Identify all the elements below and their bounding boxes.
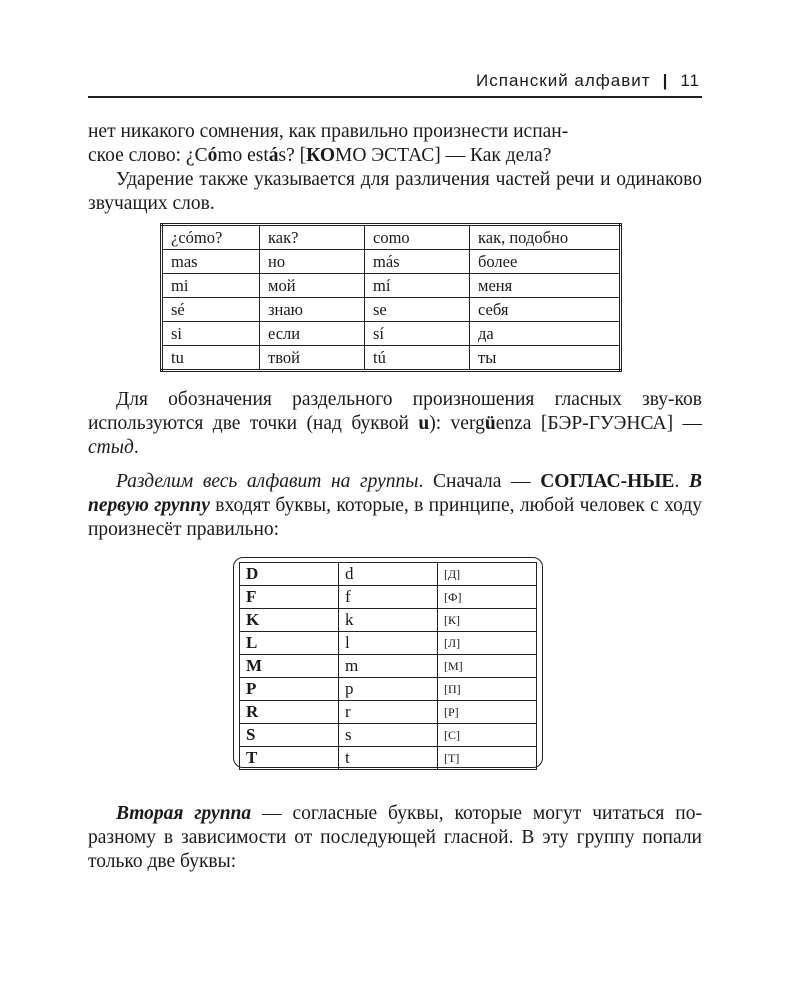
pronunciation: [Ф] (438, 586, 537, 609)
table-row (240, 701, 537, 724)
consonant-table (239, 562, 537, 770)
uppercase-letter: F (240, 586, 339, 609)
table-cell: мой (260, 274, 365, 298)
lowercase-letter: l (339, 632, 438, 655)
table-row (240, 678, 537, 701)
running-head (88, 66, 700, 96)
table-row (240, 724, 537, 747)
table-cell: sé (162, 298, 260, 322)
uppercase-letter: P (240, 678, 339, 701)
table-cell: se (365, 298, 470, 322)
uppercase-letter: M (240, 655, 339, 678)
stress-paragraph: Ударение также указывается для различения частей речи и одинаково звучащих слов. (88, 169, 702, 214)
diaeresis-paragraph: Для обозначения раздельного произношения гласных зву-ков используются две точки (над буквой u): vergüenza [БЭР-ГУЭНСА] — стыд. (88, 389, 702, 458)
intro-line-1: нет никакого сомнения, как правильно произнести испан- (88, 121, 569, 142)
uppercase-letter: R (240, 701, 339, 724)
uppercase-letter: T (240, 747, 339, 770)
pronunciation: [Т] (438, 747, 537, 770)
table-cell: mas (162, 250, 260, 274)
consonant-table-frame (233, 557, 543, 768)
uppercase-letter: L (240, 632, 339, 655)
table-cell: mi (162, 274, 260, 298)
pronunciation: [Д] (438, 563, 537, 586)
table-cell: как, подобно (470, 225, 621, 250)
table-cell: tu (162, 346, 260, 371)
table-row (162, 322, 621, 346)
pronunciation: [М] (438, 655, 537, 678)
uppercase-letter: D (240, 563, 339, 586)
lowercase-letter: m (339, 655, 438, 678)
table-cell: меня (470, 274, 621, 298)
pronunciation: [Л] (438, 632, 537, 655)
lowercase-letter: d (339, 563, 438, 586)
table-row (240, 586, 537, 609)
table-row (240, 632, 537, 655)
lowercase-letter: p (339, 678, 438, 701)
lowercase-letter: k (339, 609, 438, 632)
table-row (162, 346, 621, 371)
table-cell: знаю (260, 298, 365, 322)
pronunciation: [К] (438, 609, 537, 632)
table-cell: твой (260, 346, 365, 371)
table-row (240, 747, 537, 770)
table-cell: tú (365, 346, 470, 371)
table-cell: más (365, 250, 470, 274)
table-row (240, 609, 537, 632)
table-row (240, 563, 537, 586)
table-cell: como (365, 225, 470, 250)
table-cell: более (470, 250, 621, 274)
lowercase-letter: f (339, 586, 438, 609)
table-cell: если (260, 322, 365, 346)
header-separator: | (662, 71, 669, 90)
lowercase-letter: r (339, 701, 438, 724)
pronunciation: [С] (438, 724, 537, 747)
table-cell: mí (365, 274, 470, 298)
pronunciation: [П] (438, 678, 537, 701)
table-cell: да (470, 322, 621, 346)
uppercase-letter: K (240, 609, 339, 632)
table-row (162, 225, 621, 250)
pronunciation: [Р] (438, 701, 537, 724)
table-cell: как? (260, 225, 365, 250)
header-rule (88, 96, 702, 98)
table-cell: ¿cómo? (162, 225, 260, 250)
groups-paragraph: Разделим весь алфавит на группы. Сначала — СОГЛАС-НЫЕ. В первую группу входят буквы, которые, в принципе, любой человек с ходу произнесёт правильно: (88, 471, 703, 540)
page-number: 11 (680, 71, 700, 90)
table-cell: себя (470, 298, 621, 322)
uppercase-letter: S (240, 724, 339, 747)
table-row (240, 655, 537, 678)
table-cell: si (162, 322, 260, 346)
table-cell: ты (470, 346, 621, 371)
accent-table (160, 223, 622, 372)
table-row (162, 298, 621, 322)
chapter-title: Испанский алфавит (476, 71, 651, 90)
intro-paragraph: нет никакого сомнения, как правильно произнести испан- ское слово: ¿Cómo estás? [КОМО ЭСТАС] — Как дела? (88, 121, 569, 166)
lowercase-letter: t (339, 747, 438, 770)
second-group-paragraph: Вторая группа — согласные буквы, которые могут читаться по-разному в зависимости от последующей гласной. В эту группу попали только две буквы: (88, 803, 702, 872)
lowercase-letter: s (339, 724, 438, 747)
table-cell: sí (365, 322, 470, 346)
table-cell: но (260, 250, 365, 274)
table-row (162, 274, 621, 298)
table-row (162, 250, 621, 274)
